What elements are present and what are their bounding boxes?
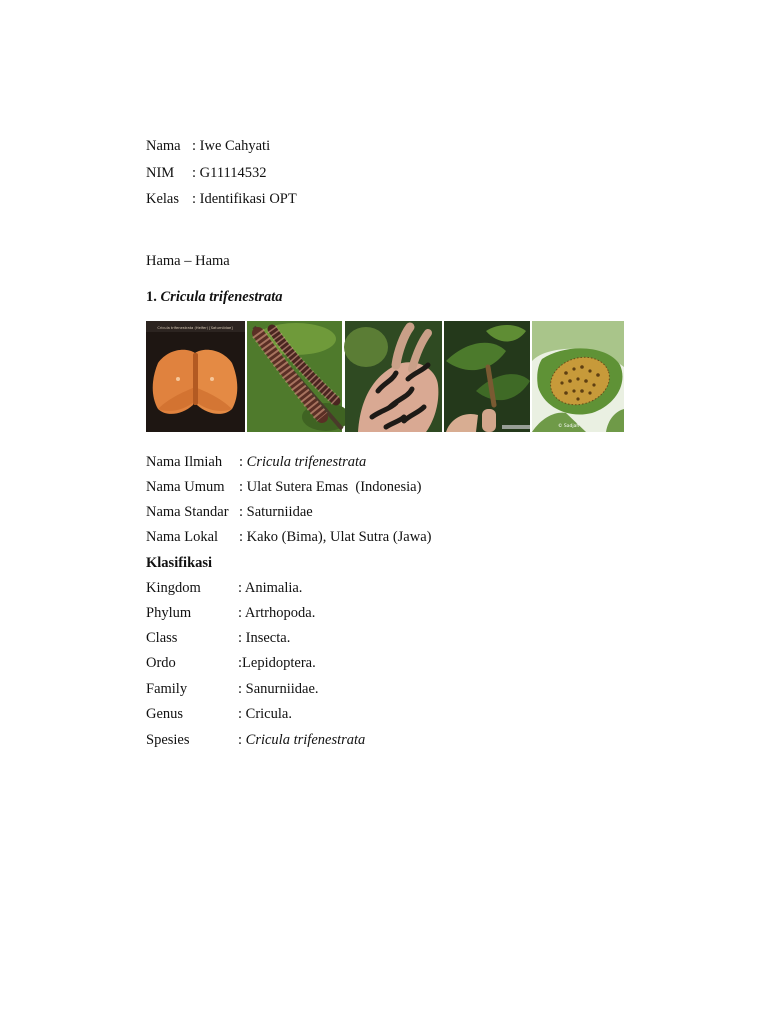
photo-watermark: © Sadjah xyxy=(558,424,580,429)
spesies-value: Cricula trifenestrata xyxy=(245,732,366,748)
nama-value: : Iwe Cahyati xyxy=(192,138,271,154)
nama-umum-value: : Ulat Sutera Emas (Indonesia) xyxy=(239,479,422,495)
caterpillar-photo xyxy=(247,321,350,432)
item-title: Cricula trifenestrata xyxy=(160,289,283,305)
kelas-line xyxy=(146,190,297,208)
kingdom-line xyxy=(146,579,302,597)
nim-line xyxy=(146,164,267,182)
nama-lokal-label: Nama Lokal xyxy=(146,529,219,545)
nama-standar-value: : Saturniidae xyxy=(239,504,313,520)
nama-ilmiah-sep: : xyxy=(239,454,247,470)
ordo-label: Ordo xyxy=(146,655,176,671)
family-line xyxy=(146,680,319,698)
moth-photo xyxy=(146,321,245,432)
nama-ilmiah-label: Nama Ilmiah xyxy=(146,454,223,470)
phylum-line xyxy=(146,604,315,622)
item-heading xyxy=(146,288,283,306)
nama-standar-label: Nama Standar xyxy=(146,504,229,520)
nama-line xyxy=(146,137,270,155)
nama-umum-label: Nama Umum xyxy=(146,479,225,495)
nama-lokal-line xyxy=(146,528,431,546)
nama-lokal-value: : Kako (Bima), Ulat Sutra (Jawa) xyxy=(239,529,432,545)
section-title: Hama – Hama xyxy=(146,253,230,269)
genus-value: : Cricula. xyxy=(238,706,292,722)
class-line xyxy=(146,629,290,647)
genus-line xyxy=(146,705,292,723)
cocoon-photo xyxy=(532,321,624,432)
item-number: 1. xyxy=(146,289,157,305)
phylum-value: : Artrhopoda. xyxy=(238,605,316,621)
nama-standar-line xyxy=(146,503,313,521)
phylum-label: Phylum xyxy=(146,605,192,621)
kelas-label: Kelas xyxy=(146,191,180,207)
family-value: : Sanurniidae. xyxy=(238,681,319,697)
family-label: Family xyxy=(146,681,188,697)
nama-umum-line xyxy=(146,478,421,496)
spesies-sep: : xyxy=(238,732,246,748)
kelas-value: : Identifikasi OPT xyxy=(192,191,297,207)
species-photo-strip xyxy=(146,321,624,432)
moth-photo-caption: Cricula trifenestrata (Helfer) [Saturniidae] xyxy=(157,326,233,330)
kingdom-label: Kingdom xyxy=(146,580,201,596)
nama-label: Nama xyxy=(146,138,181,154)
class-value: : Insecta. xyxy=(238,630,291,646)
larvae-on-hand-photo xyxy=(344,321,442,432)
spesies-label: Spesies xyxy=(146,732,190,748)
nim-value: : G11114532 xyxy=(192,165,267,181)
ordo-value: :Lepidoptera. xyxy=(238,655,316,671)
klasifikasi-heading: Klasifikasi xyxy=(146,555,213,571)
ordo-line xyxy=(146,654,316,672)
leaf-damage-photo xyxy=(444,321,530,432)
nim-label: NIM xyxy=(146,165,175,181)
spesies-line xyxy=(146,731,365,749)
genus-label: Genus xyxy=(146,706,184,722)
kingdom-value: : Animalia. xyxy=(238,580,303,596)
class-label: Class xyxy=(146,630,178,646)
nama-ilmiah-value: Cricula trifenestrata xyxy=(246,454,367,470)
nama-ilmiah-line xyxy=(146,453,366,471)
